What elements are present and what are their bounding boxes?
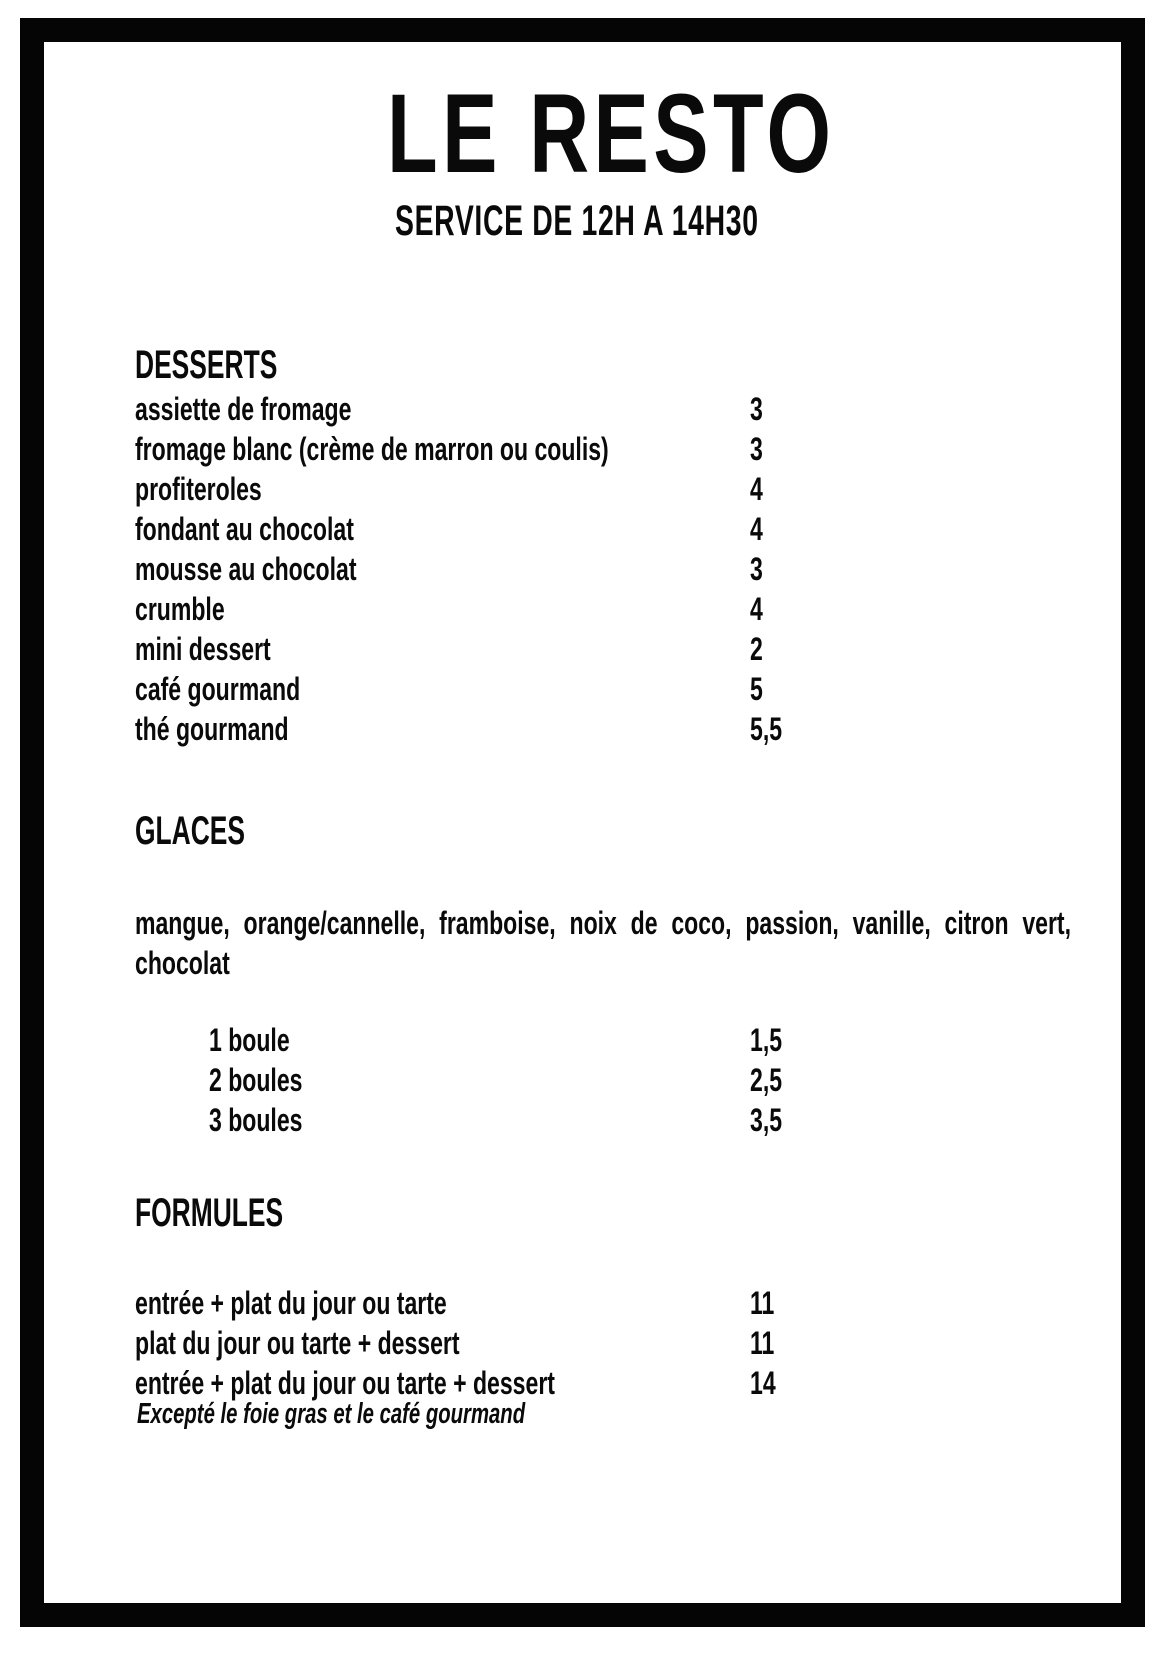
menu-item-name-text: thé gourmand [135, 711, 289, 747]
menu-item-price [750, 553, 768, 585]
restaurant-title [387, 71, 993, 196]
menu-item-price [750, 433, 768, 465]
service-hours [395, 197, 946, 245]
menu-item-price-text: 3 [750, 431, 763, 467]
menu-item-name [135, 393, 436, 425]
section-title-formules-text: FORMULES [135, 1191, 284, 1235]
menu-item-price-text: 5 [750, 671, 763, 707]
menu-item-name [135, 473, 311, 505]
formules-note-text: Excepté le foie gras et le café gourmand [137, 1398, 526, 1430]
menu-item-name [135, 1327, 586, 1359]
menu-item-price [750, 1064, 794, 1096]
menu-item-price-text: 1,5 [750, 1022, 783, 1058]
menu-item-price-text: 4 [750, 591, 763, 627]
menu-item-price-text: 11 [750, 1285, 775, 1321]
menu-item-name [135, 713, 348, 745]
menu-item-price-text: 2 [750, 631, 763, 667]
menu-item-price [750, 713, 794, 745]
menu-item-price [750, 1367, 786, 1399]
menu-item-name [135, 1287, 568, 1319]
menu-item-name-text: profiteroles [135, 471, 262, 507]
menu-item-name-text: 1 boule [209, 1022, 290, 1058]
menu-item-price [750, 1024, 794, 1056]
menu-item-price [750, 633, 768, 665]
menu-item-name-text: mini dessert [135, 631, 271, 667]
menu-item-name-text: café gourmand [135, 671, 301, 707]
menu-item-price [750, 473, 768, 505]
menu-item-price [750, 393, 768, 425]
section-title-glaces [135, 811, 302, 851]
menu-item-price [750, 1104, 794, 1136]
menu-item-name [135, 673, 364, 705]
menu-item-name-text: 2 boules [209, 1062, 303, 1098]
menu-item-price-text: 14 [750, 1365, 776, 1401]
menu-item-price-text: 4 [750, 471, 763, 507]
menu-item-name-text: plat du jour ou tarte + dessert [135, 1325, 460, 1361]
menu-item-price [750, 513, 768, 545]
section-title-desserts [135, 345, 351, 385]
menu-item-name [135, 513, 439, 545]
menu-item-price [750, 1327, 784, 1359]
menu-item-price [750, 593, 768, 625]
menu-item-name-text: 3 boules [209, 1102, 303, 1138]
section-title-formules [135, 1193, 359, 1233]
formules-note [137, 1400, 691, 1429]
section-title-desserts-text: DESSERTS [135, 343, 278, 387]
menu-item-name [135, 553, 443, 585]
menu-item-name [135, 633, 324, 665]
menu-item-price-text: 3,5 [750, 1102, 783, 1138]
menu-item-name-text: entrée + plat du jour ou tarte [135, 1285, 447, 1321]
menu-item-price-text: 4 [750, 511, 763, 547]
menu-item-price [750, 673, 768, 705]
menu-item-name-text: entrée + plat du jour ou tarte + dessert [135, 1365, 555, 1401]
menu-item-name [135, 593, 259, 625]
restaurant-title-text: LE RESTO [387, 71, 836, 196]
menu-item-name [135, 433, 793, 465]
menu-item-name [209, 1104, 339, 1136]
menu-item-price-text: 5,5 [750, 711, 783, 747]
service-hours-text: SERVICE DE 12H A 14H30 [395, 197, 759, 245]
menu-item-name-text: crumble [135, 591, 225, 627]
menu-item-name-text: assiette de fromage [135, 391, 352, 427]
menu-item-price-text: 3 [750, 391, 763, 427]
menu-item-price-text: 2,5 [750, 1062, 783, 1098]
menu-item-name [209, 1024, 321, 1056]
menu-item-price-text: 11 [750, 1325, 775, 1361]
menu-item-price-text: 3 [750, 551, 763, 587]
menu-item-name [209, 1064, 339, 1096]
menu-item-name [135, 1367, 718, 1399]
menu-item-name-text: fondant au chocolat [135, 511, 354, 547]
menu-item-name-text: fromage blanc (crème de marron ou coulis) [135, 431, 609, 467]
menu-item-price [750, 1287, 784, 1319]
menu-item-name-text: mousse au chocolat [135, 551, 357, 587]
section-title-glaces-text: GLACES [135, 809, 246, 853]
glaces-flavors: mangue, orange/cannelle, framboise, noix de coco, passion, vanille, citron vert, chocolat [135, 905, 1071, 981]
